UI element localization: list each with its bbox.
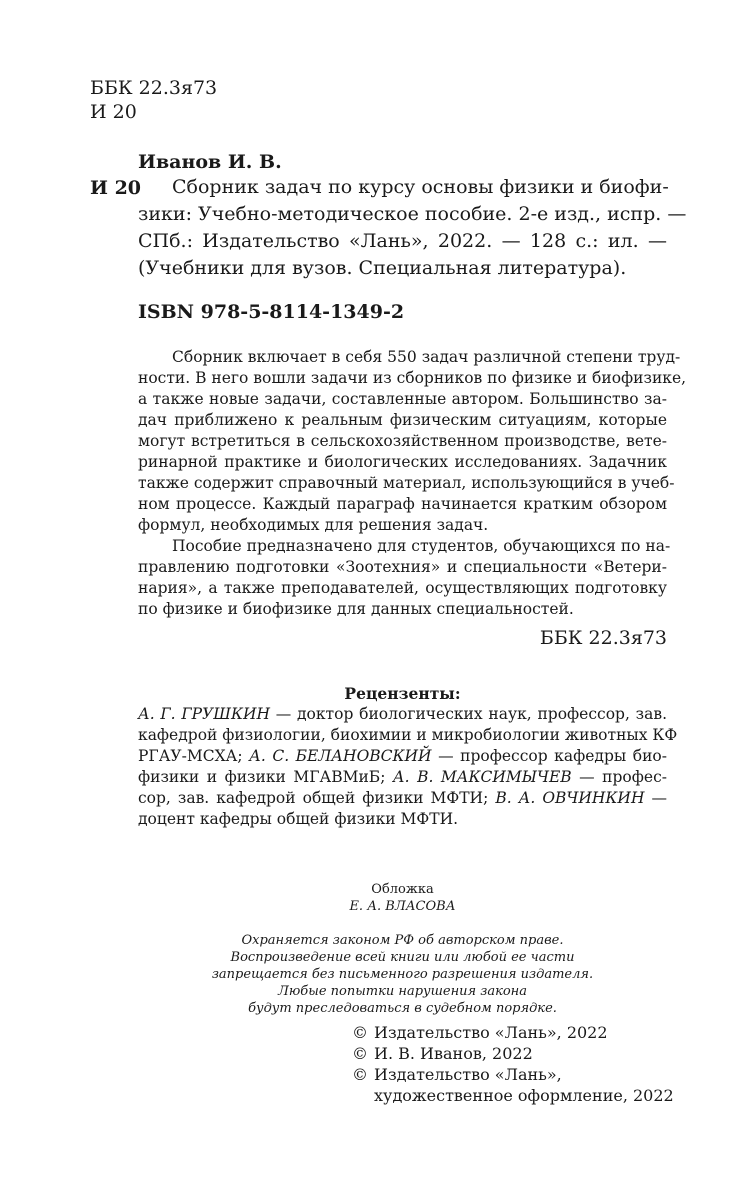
reviewer-name: А. Г. ГРУШКИН xyxy=(138,705,270,723)
bbk-code: ББК 22.3я73 xyxy=(90,77,218,99)
reviewers-title: Рецензенты: xyxy=(344,684,461,703)
annotation-line: а также новые задачи, составленные автором. Большинство за- xyxy=(138,390,667,408)
reviewer-name: А. С. БЕЛАНОВСКИЙ xyxy=(249,747,432,765)
annotation-line: нария», а также преподавателей, осуществляющих подготовку xyxy=(138,579,667,597)
annotation-line: ном процессе. Каждый параграф начинается кратким обзором xyxy=(138,495,667,513)
reviewer-name: А. В. МАКСИМЫЧЕВ xyxy=(392,768,572,786)
cover-label: Обложка xyxy=(371,882,434,897)
annotation-line: дач приближено к реальным физическим ситуациям, которые xyxy=(138,411,667,429)
reviewers-line-1: А. Г. ГРУШКИН — доктор биологических наук, профессор, зав. xyxy=(138,705,667,723)
legal-notice-line: Любые попытки нарушения закона xyxy=(278,984,527,999)
page: ББК 22.3я73 И 20 Иванов И. В. И 20 Сборник задач по курсу основы физики и биофи- зики: Учебно-методическое пособие. 2-е изд., испр. — СПб.: Издательство «Лань», 2022. — 128 с.: ил. — (Учебники для вузов. Специальная литература). ISBN 978-5-8114-1349-2 Сборник включает в себя 550 задач различной степени труд- ности. В него вошли задачи из сборников по физике и биофизике, а также новые задачи, составленные автором. Большинство за- дач приближено к реальным физическим ситуациям, которые могут встретиться в сельскохозяйственном производстве, вете- ринарной практике и биологических исследованиях. Задачник также содержит справочный материал, использующийся в учеб- ном процессе. Каждый параграф начинается кратким обзором формул, необходимых для решения задач. Пособие предназначено для студентов, обучающихся по на- правлению подготовки «Зоотехния» и специальности «Ветери- нария», а также преподавателей, осуществляющих подготовку по физике и биофизике для данных специальностей. ББК 22.3я73 Рецензенты: А. Г. ГРУШКИН — доктор биологических наук, профессор, зав. кафедрой физиологии, биохимии и микробиологии животных КФ РГАУ-МСХА; А. С. БЕЛАНОВСКИЙ — профессор кафедры био- физики и физики МГАВМиБ; А. В. МАКСИМЫЧЕВ — профес- сор, зав. кафедрой общей физики МФТИ; В. А. ОВЧИНКИН — доцент кафедры общей физики МФТИ. Обложка Е. А. ВЛАСОВА Охраняется законом РФ об авторском праве. Воспроизведение всей книги или любой ее части запрещается без письменного разрешения издателя. Любые попытки нарушения закона будут преследоваться в судебном порядке. © Издательство «Лань», 2022 © И. В. Иванов, 2022 © Издательство «Лань», художественное оформление, 2022 xyxy=(90,77,687,1105)
annotation-line: по физике и биофизике для данных специальностей. xyxy=(138,600,574,618)
legal-notice-line: Воспроизведение всей книги или любой ее части xyxy=(230,950,575,965)
reviewers-line-4: физики и физики МГАВМиБ; А. В. МАКСИМЫЧЕВ — профес- xyxy=(138,768,667,786)
reviewers-line-3: РГАУ-МСХА; А. С. БЕЛАНОВСКИЙ — профессор кафедры био- xyxy=(138,747,667,765)
annotation-line: могут встретиться в сельскохозяйственном производстве, вете- xyxy=(138,432,667,450)
annotation-line: ринарной практике и биологических исследованиях. Задачник xyxy=(138,453,667,471)
annotation-line: также содержит справочный материал, использующийся в учеб- xyxy=(138,474,675,492)
legal-notice-line: запрещается без письменного разрешения издателя. xyxy=(211,967,594,982)
legal-notice-line: будут преследоваться в судебном порядке. xyxy=(248,1001,557,1016)
reviewers-line-5: сор, зав. кафедрой общей физики МФТИ; В. А. ОВЧИНКИН — xyxy=(138,789,667,807)
entry-line-2: зики: Учебно-методическое пособие. 2-е изд., испр. — xyxy=(138,203,687,225)
copyright-icon: © xyxy=(352,1044,368,1063)
copyright-icon: © xyxy=(352,1023,368,1042)
reviewers-line-6: доцент кафедры общей физики МФТИ. xyxy=(138,810,459,828)
cover-designer: Е. А. ВЛАСОВА xyxy=(349,899,456,914)
annotation-line: ности. В него вошли задачи из сборников по физике и биофизике, xyxy=(138,369,687,387)
copyright-line-3-cont: художественное оформление, 2022 xyxy=(374,1086,674,1105)
entry-author: Иванов И. В. xyxy=(138,151,282,173)
entry-line-4: (Учебники для вузов. Специальная литература). xyxy=(138,257,627,279)
isbn: ISBN 978-5-8114-1349-2 xyxy=(138,301,405,323)
annotation-line: правлению подготовки «Зоотехния» и специальности «Ветери- xyxy=(138,558,667,576)
author-sign-code: И 20 xyxy=(90,101,137,123)
entry-line-3: СПб.: Издательство «Лань», 2022. — 128 с.: ил. — xyxy=(138,230,667,252)
annotation-line: Сборник включает в себя 550 задач различной степени труд- xyxy=(172,348,681,366)
annotation-line: Пособие предназначено для студентов, обучающихся по на- xyxy=(172,537,671,555)
copyright-icon: © xyxy=(352,1065,368,1084)
reviewers-line-2: кафедрой физиологии, биохимии и микробиологии животных КФ xyxy=(138,726,678,744)
legal-notice-line: Охраняется законом РФ об авторском праве. xyxy=(241,933,564,948)
entry-line-1: Сборник задач по курсу основы физики и биофи- xyxy=(172,176,669,198)
annotation-line: формул, необходимых для решения задач. xyxy=(138,516,489,534)
bbk-code-bottom: ББК 22.3я73 xyxy=(539,627,667,649)
reviewer-name: В. А. ОВЧИНКИН xyxy=(495,789,645,807)
entry-sign: И 20 xyxy=(90,177,142,199)
